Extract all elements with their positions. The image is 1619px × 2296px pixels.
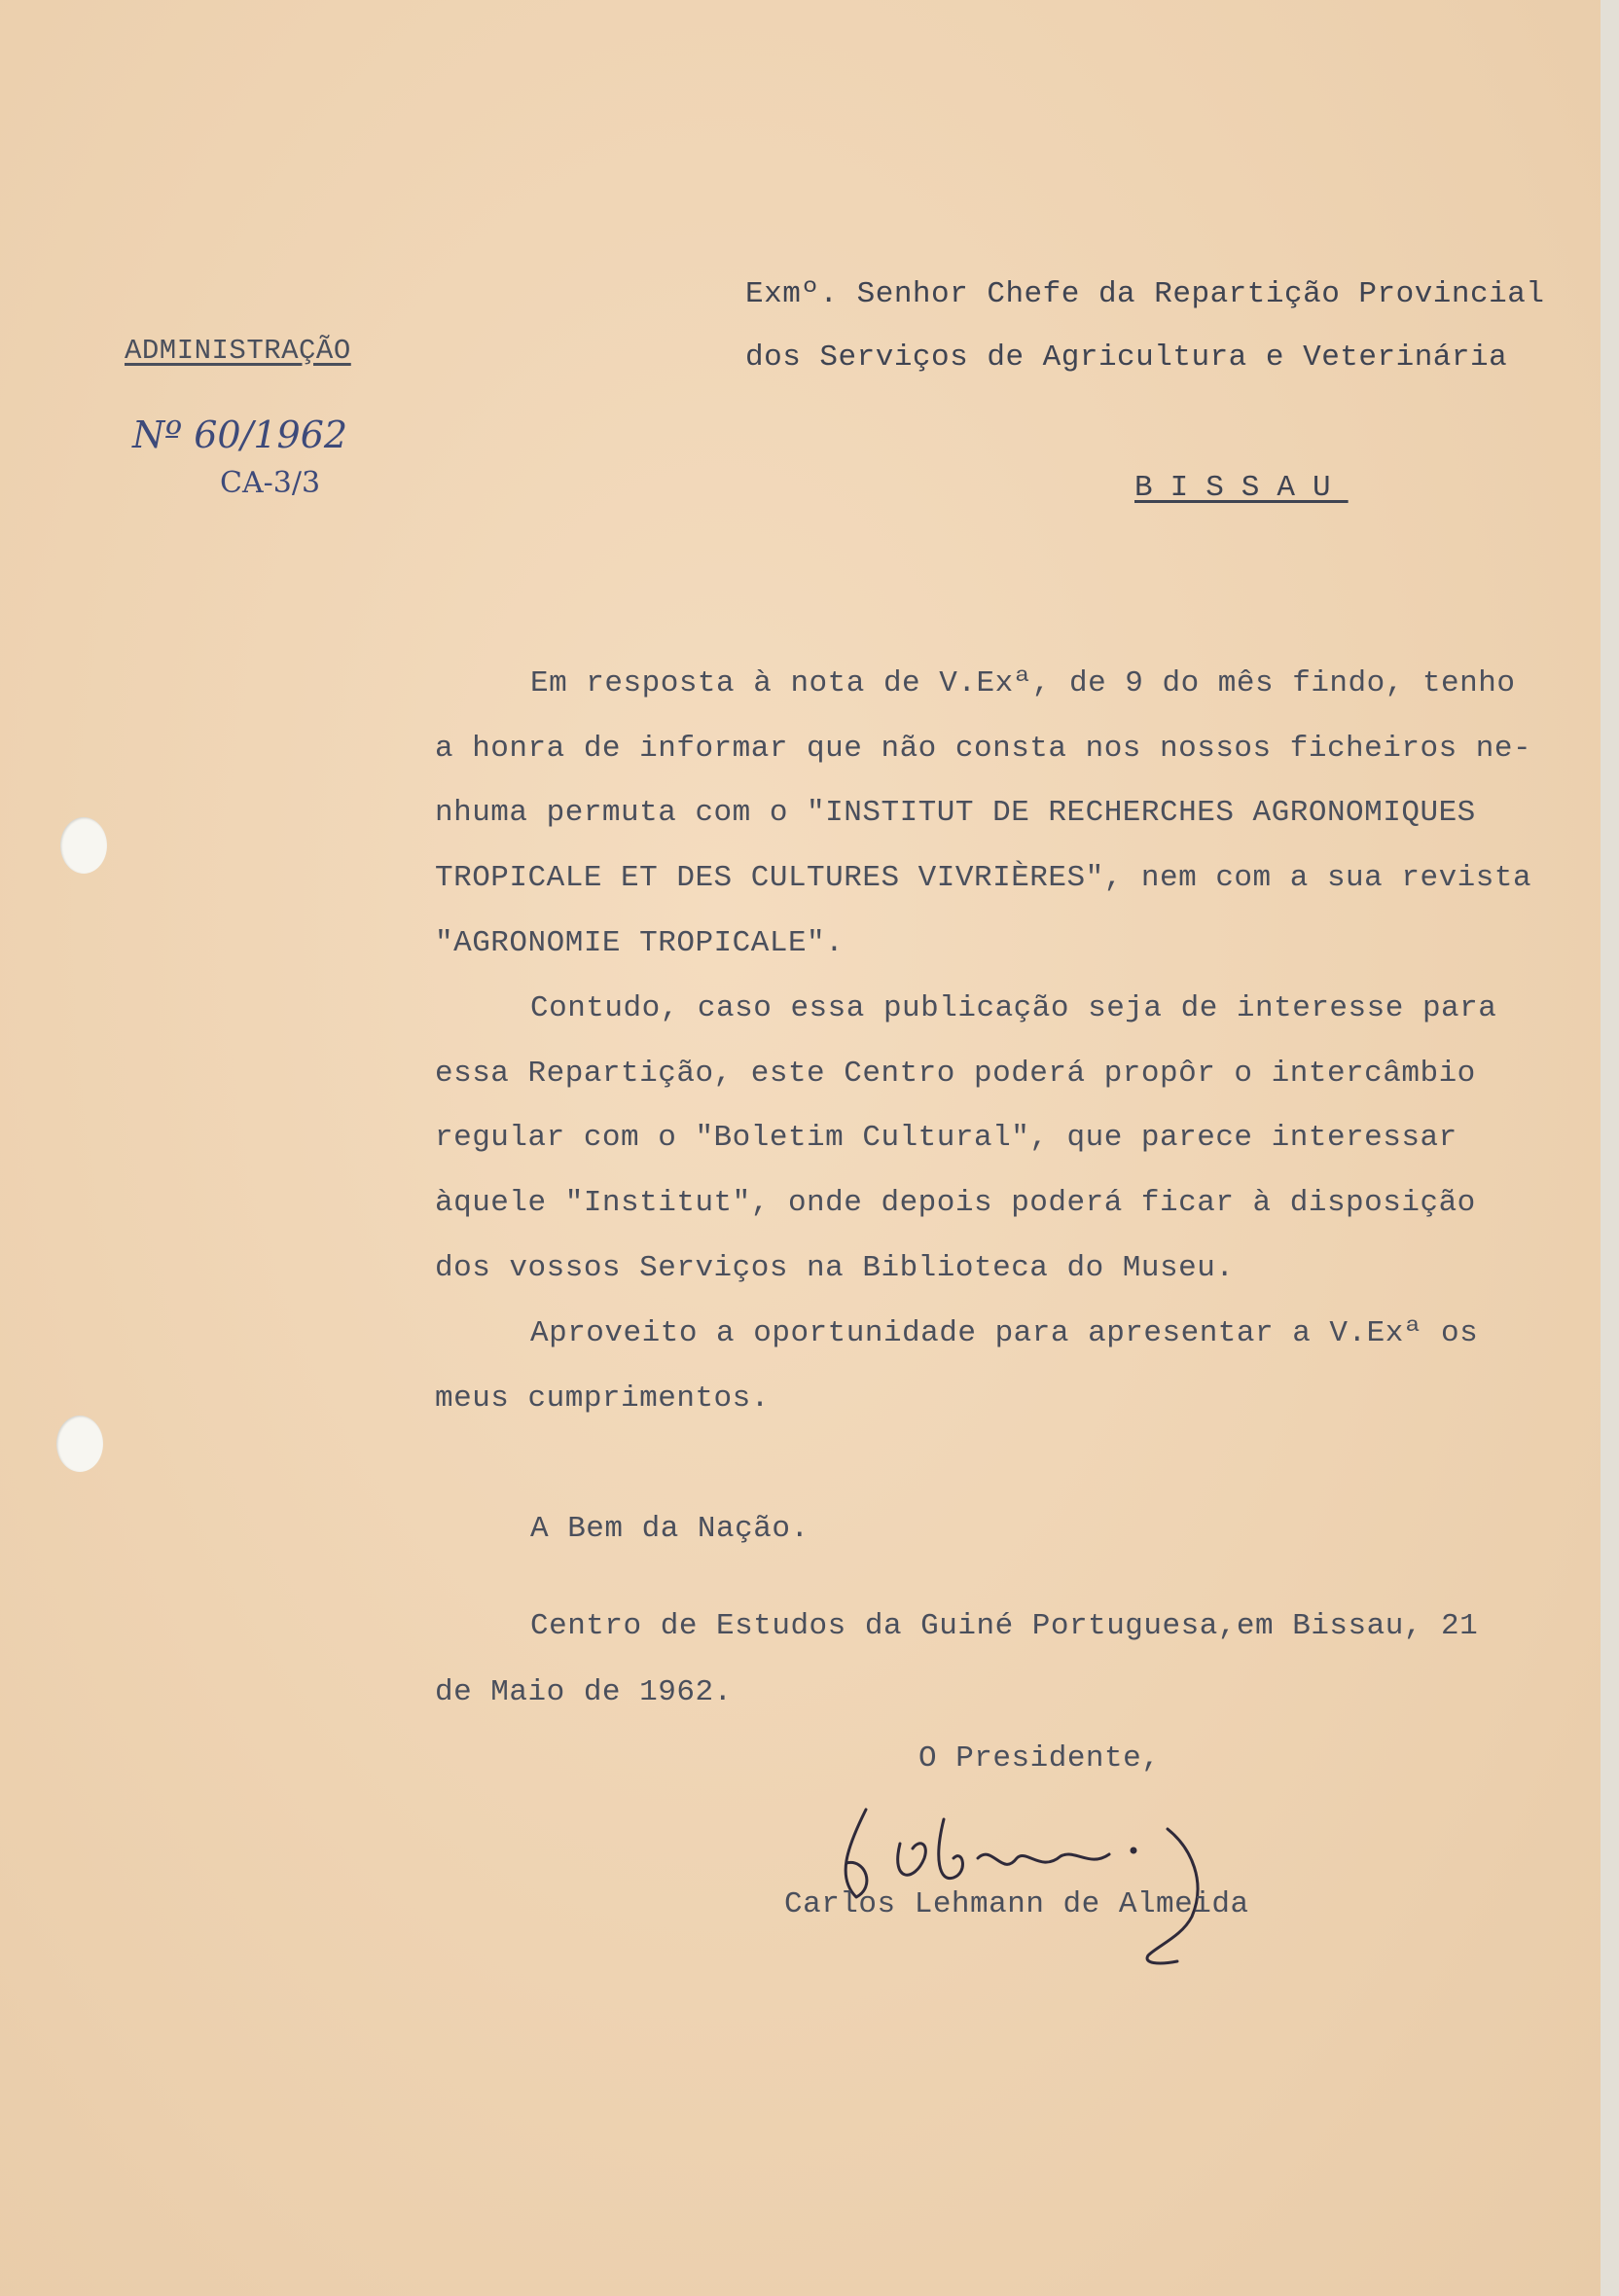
place-date-line-1: Centro de Estudos da Guiné Portuguesa,em Bissau, 21	[530, 1609, 1479, 1643]
body-line: Contudo, caso essa publicação seja de interesse para	[530, 991, 1497, 1025]
body-line: Aproveito a oportunidade para apresentar a V.Exª os	[530, 1316, 1479, 1350]
addressee-line-2: dos Serviços de Agricultura e Veterinária	[745, 341, 1508, 375]
body-line: nhuma permuta com o "INSTITUT DE RECHERCHES AGRONOMIQUES	[435, 796, 1476, 830]
punch-hole-bottom	[56, 1416, 103, 1472]
salutation: A Bem da Nação.	[530, 1512, 810, 1546]
addressee-line-1: Exmº. Senhor Chefe da Repartição Provincial	[745, 277, 1545, 311]
body-line: meus cumprimentos.	[435, 1381, 770, 1416]
body-line: àquele "Institut", onde depois poderá ficar à disposição	[435, 1186, 1476, 1220]
body-line: dos vossos Serviços na Biblioteca do Museu.	[435, 1251, 1235, 1285]
addressee-city: BISSAU	[1134, 471, 1349, 505]
scan-margin	[1601, 0, 1619, 2296]
department-label: ADMINISTRAÇÃO	[125, 335, 351, 367]
signatory-name: Carlos Lehmann de Almeida	[784, 1887, 1249, 1921]
body-line: regular com o "Boletim Cultural", que parece interessar	[435, 1121, 1457, 1155]
place-date-line-2: de Maio de 1962.	[435, 1675, 733, 1709]
reference-number: Nº 60/1962	[132, 413, 348, 456]
signer-role: O Presidente,	[918, 1741, 1161, 1776]
body-line: essa Repartição, este Centro poderá propôr o intercâmbio	[435, 1057, 1476, 1091]
body-line: TROPICALE ET DES CULTURES VIVRIÈRES", nem com a sua revista	[435, 861, 1532, 895]
punch-hole-top	[60, 817, 107, 874]
body-line: "AGRONOMIE TROPICALE".	[435, 926, 845, 960]
reference-code: CA-3/3	[220, 466, 321, 500]
body-line: Em resposta à nota de V.Exª, de 9 do mês findo, tenho	[530, 666, 1516, 700]
body-line: a honra de informar que não consta nos nossos ficheiros ne-	[435, 732, 1532, 766]
